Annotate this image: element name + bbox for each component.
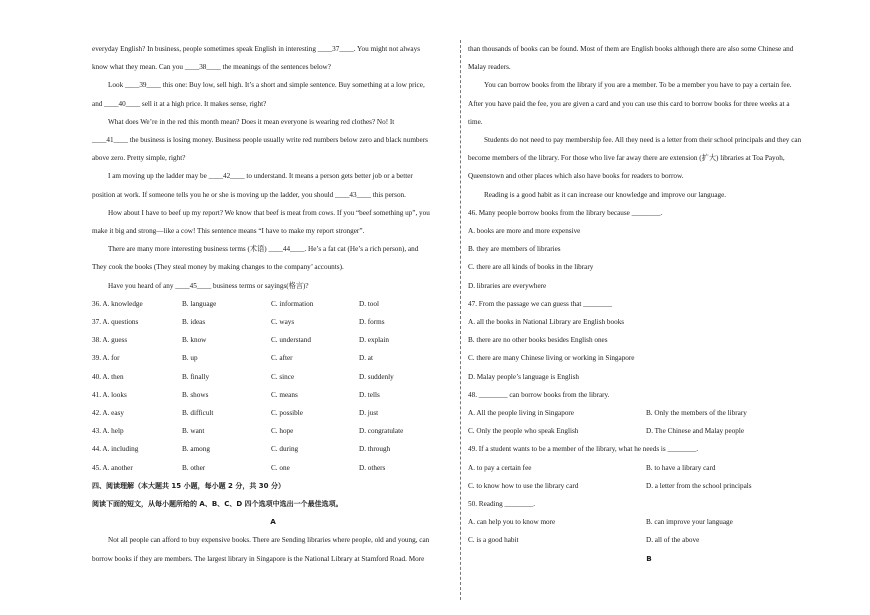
option: 37. A. questions — [92, 318, 139, 327]
option: D. others — [359, 463, 386, 472]
option: B. ideas — [182, 318, 206, 327]
options-row-39 — [92, 349, 454, 367]
column-divider — [460, 40, 461, 600]
text-line: and ____40____ sell it at a high price. It makes sense, right? — [92, 99, 267, 108]
text-line: above zero. Pretty simple, right? — [92, 154, 186, 163]
option: C. means — [271, 390, 298, 399]
option: D. tells — [359, 390, 380, 399]
option: A. all the books in National Library are English books — [468, 318, 625, 327]
text-line: Look ____39____ this one: Buy low, sell high. It’s a short and simple sentence. Buy something at a low price, — [108, 81, 425, 90]
options-row-42 — [92, 404, 454, 422]
text-line: position at work. If someone tells you he or she is moving up the ladder, you should ____43____ this person. — [92, 190, 406, 199]
option: C. Only the people who speak English — [468, 427, 579, 436]
option: B. know — [182, 336, 207, 345]
option: A. can help you to know more — [468, 518, 556, 527]
option: B. shows — [182, 390, 209, 399]
text-line: You can borrow books from the library if you are a member. To be a member you have to pay a certain fee. — [484, 81, 792, 90]
option: D. through — [359, 445, 391, 454]
option: 36. A. knowledge — [92, 299, 143, 308]
option: D. The Chinese and Malay people — [646, 427, 745, 436]
option: B. they are members of libraries — [468, 245, 561, 254]
right-column — [468, 40, 830, 568]
option: D. all of the above — [646, 536, 700, 545]
option: D. at — [359, 354, 373, 363]
option: A. books are more and more expensive — [468, 227, 581, 236]
option: 45. A. another — [92, 463, 133, 472]
options-row-37 — [92, 313, 454, 331]
option: C. since — [271, 372, 295, 381]
option: B. to have a library card — [646, 463, 716, 472]
option: C. is a good habit — [468, 536, 519, 545]
option: D. forms — [359, 318, 385, 327]
question-47: 47. From the passage we can guess that ________ — [468, 299, 612, 308]
option: C. understand — [271, 336, 311, 345]
option: B. want — [182, 427, 205, 436]
options-row-40 — [92, 368, 454, 386]
text-line: What does We’re in the red this month mean? Does it mean everyone is wearing red clothes? No! It — [108, 117, 395, 126]
options-row-50b — [468, 531, 830, 549]
option: C. there are many Chinese living or working in Singapore — [468, 354, 635, 363]
option: D. suddenly — [359, 372, 394, 381]
option: C. after — [271, 354, 293, 363]
text-line: Malay readers. — [468, 63, 511, 72]
options-row-38 — [92, 331, 454, 349]
text-line: They cook the books (They steal money by making changes to the company’ accounts). — [92, 263, 344, 272]
text-line: time. — [468, 117, 483, 126]
option: C. hope — [271, 427, 294, 436]
options-row-43 — [92, 422, 454, 440]
text-line: become members of the library. For those who live far away there are extension (扩大) libraries at Toa Payoh, — [468, 154, 785, 163]
option: D. a letter from the school principals — [646, 481, 752, 490]
option: A. to pay a certain fee — [468, 463, 532, 472]
text-line: Students do not need to pay membership fee. All they need is a letter from their school principals and they can — [484, 136, 802, 145]
text-line: Queenstown and other places which also have books for readers to borrow. — [468, 172, 684, 181]
option: B. up — [182, 354, 198, 363]
options-row-49a — [468, 459, 830, 477]
text-line: How about I have to beef up my report? We know that beef is meat from cows. If you “beef something up”, you — [108, 208, 430, 217]
option: 41. A. looks — [92, 390, 127, 399]
options-row-50a — [468, 513, 830, 531]
options-row-41 — [92, 386, 454, 404]
text-line: Not all people can afford to buy expensive books. There are Sending libraries where people, old and young, can — [108, 536, 430, 545]
question-49: 49. If a student wants to be a member of the library, what he needs is ________. — [468, 445, 699, 454]
option: C. during — [271, 445, 299, 454]
option: C. ways — [271, 318, 295, 327]
text-line: than thousands of books can be found. Most of them are English books although there are also some Chinese and — [468, 45, 794, 53]
question-48: 48. ________ can borrow books from the library. — [468, 390, 610, 399]
option: C. information — [271, 299, 314, 308]
text-line: know what they mean. Can you ____38____ the meanings of the sentences below? — [92, 63, 331, 72]
options-row-44 — [92, 440, 454, 458]
text-line: Have you heard of any ____45____ business terms or sayings(格言)? — [108, 281, 309, 290]
option: D. Malay people’s language is English — [468, 372, 579, 381]
option: D. just — [359, 409, 379, 418]
question-50: 50. Reading ________. — [468, 500, 536, 509]
option: B. among — [182, 445, 210, 454]
option: 40. A. then — [92, 372, 124, 381]
text-line: everyday English? In business, people sometimes speak English in interesting ____37____. You might not always — [92, 45, 420, 53]
text-line: make it big and strong—like a cow! This sentence means “I have to make my report stronger”. — [92, 227, 365, 236]
option: 38. A. guess — [92, 336, 128, 345]
option: C. to know how to use the library card — [468, 481, 579, 490]
text-line: ____41____ the business is losing money. Business people usually write red numbers below zero and black numbers — [92, 136, 428, 145]
option: C. one — [271, 463, 290, 472]
section-instruction: 阅读下面的短文，从每小题所给的 A、B、C、D 四个选项中选出一个最佳选项。 — [92, 500, 343, 509]
option: B. can improve your language — [646, 518, 733, 527]
text-line: Reading is a good habit as it can increase our knowledge and improve our language. — [484, 190, 727, 199]
passage-label: A — [270, 517, 276, 527]
passage-label: B — [646, 553, 652, 563]
option: D. tool — [359, 299, 379, 308]
option: C. there are all kinds of books in the library — [468, 263, 594, 272]
text-line: There are many more interesting business terms (术语) ____44____. He’s a fat cat (He’s a rich person), and — [108, 245, 419, 254]
option: B. language — [182, 299, 217, 308]
option: D. congratulate — [359, 427, 404, 436]
option: B. there are no other books besides English ones — [468, 336, 608, 345]
options-row-36 — [92, 295, 454, 313]
text-line: I am moving up the ladder may be ____42____ to understand. It means a person gets better job or a better — [108, 172, 413, 181]
options-row-48b — [468, 422, 830, 440]
text-line: borrow books if they are members. The largest library in Singapore is the National Library at Stamford Road. More — [92, 554, 425, 563]
option: 44. A. including — [92, 445, 139, 454]
option: C. possible — [271, 409, 303, 418]
options-row-49b — [468, 477, 830, 495]
options-row-45 — [92, 459, 454, 477]
option: B. other — [182, 463, 206, 472]
options-row-48a — [468, 404, 830, 422]
question-46: 46. Many people borrow books from the library because ________. — [468, 208, 663, 217]
option: B. difficult — [182, 409, 214, 418]
option: D. explain — [359, 336, 389, 345]
option: 43. A. help — [92, 427, 124, 436]
option: B. Only the members of the library — [646, 409, 747, 418]
option: A. All the people living in Singapore — [468, 409, 575, 418]
option: 42. A. easy — [92, 409, 124, 418]
option: 39. A. for — [92, 354, 120, 363]
option: D. libraries are everywhere — [468, 281, 547, 290]
text-line: After you have paid the fee, you are given a card and you can use this card to borrow books for three weeks at a — [468, 99, 790, 108]
left-column — [92, 40, 454, 568]
section-title: 四、阅读理解（本大题共 15 小题，每小题 2 分，共 30 分） — [92, 481, 285, 490]
option: B. finally — [182, 372, 210, 381]
